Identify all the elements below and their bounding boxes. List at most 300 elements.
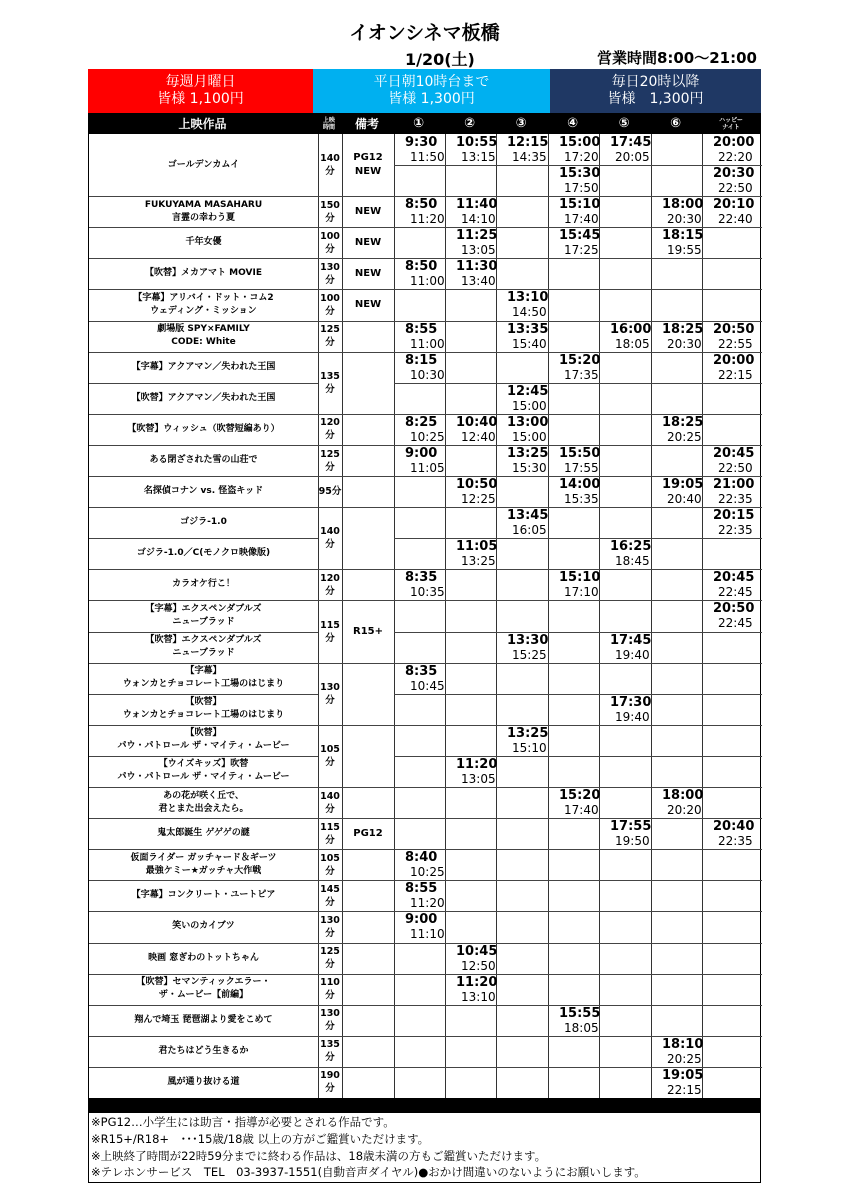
showtime-slot[interactable] xyxy=(702,507,762,538)
runtime-cell xyxy=(318,818,342,849)
showtime-start: 10:50 xyxy=(456,477,498,493)
note-line: NEW xyxy=(354,236,382,248)
showtime-slot[interactable] xyxy=(496,321,548,352)
showtime-start: 8:15 xyxy=(405,352,438,368)
showtime-start: 16:00 xyxy=(610,321,652,337)
movie-title xyxy=(89,632,318,663)
movie-title-line: 【吹替】 xyxy=(185,697,222,708)
note-text xyxy=(353,827,382,841)
showtime-slot[interactable] xyxy=(445,227,496,258)
showtime-end: 17:55 xyxy=(564,460,599,475)
showtime-slot[interactable] xyxy=(599,818,651,849)
showtime-end: 19:40 xyxy=(615,647,650,662)
note-line: PG12 xyxy=(353,152,383,164)
row-divider xyxy=(394,165,762,166)
movie-title-line: 【吹替】アクアマン／失われた王国 xyxy=(131,392,276,403)
showtime-slot[interactable] xyxy=(651,321,702,352)
showtime-slot[interactable] xyxy=(445,476,496,507)
showtime-end: 22:50 xyxy=(718,460,753,475)
showtime-start: 15:45 xyxy=(559,228,601,244)
showtime-slot[interactable] xyxy=(496,383,548,414)
runtime-cell xyxy=(318,227,342,258)
note-text xyxy=(353,625,383,639)
note-cell xyxy=(342,849,394,880)
showtime-slot[interactable] xyxy=(599,134,651,165)
runtime-line: 105 xyxy=(320,743,340,755)
showtime-start: 17:45 xyxy=(610,135,652,150)
showtime-slot[interactable] xyxy=(599,632,651,663)
movie-title-line: 【吹替】セマンティックエラー・ xyxy=(136,977,271,988)
showtime-start: 9:00 xyxy=(405,912,438,928)
showtime-start: 20:00 xyxy=(713,135,755,150)
showtime-start: 17:55 xyxy=(610,819,652,835)
movie-title-line: 千年女優 xyxy=(185,237,222,248)
showtime-end: 20:25 xyxy=(667,429,702,444)
showtime-start: 18:25 xyxy=(662,321,704,337)
movie-title-line: 劇場版 SPY×FAMILY xyxy=(157,324,250,335)
movie-title xyxy=(89,756,318,787)
runtime-text xyxy=(320,945,340,971)
runtime-text xyxy=(320,619,340,645)
showtime-end: 17:25 xyxy=(564,243,599,258)
showtime-slot[interactable] xyxy=(496,134,548,165)
movie-title-line: ゴールデンカムイ xyxy=(167,159,240,170)
note-text xyxy=(355,298,381,312)
note-cell xyxy=(342,134,394,196)
note-line: R15+ xyxy=(353,625,383,637)
business-hours: 営業時間8:00～21:00 xyxy=(596,49,757,67)
showtime-slot[interactable] xyxy=(651,1067,702,1098)
movie-title-line: 最強ケミー★ガッチャ大作戦 xyxy=(145,865,262,876)
showtime-start: 12:45 xyxy=(507,383,549,399)
runtime-line: 分 xyxy=(325,430,335,442)
showtime-slot[interactable] xyxy=(702,321,762,352)
showtime-end: 22:15 xyxy=(718,367,753,382)
showtime-slot[interactable] xyxy=(394,849,445,880)
showtime-end: 15:35 xyxy=(564,492,599,507)
runtime-line: 分 xyxy=(325,212,335,224)
note-telephone: ※テレホンサービス TEL 03-3937-1551(自動音声ダイヤル)●おかけ間違いのないようにお願いします。 xyxy=(91,1165,646,1180)
movie-title xyxy=(89,849,318,880)
movie-title xyxy=(89,880,318,911)
showtime-start: 20:10 xyxy=(713,197,755,213)
runtime-line: 115 xyxy=(320,619,340,631)
showtime-slot[interactable] xyxy=(394,134,445,165)
schedule-header-row xyxy=(88,113,761,134)
showtime-start: 11:30 xyxy=(456,259,498,275)
runtime-line: 135 xyxy=(320,370,340,382)
note-line: NEW xyxy=(354,267,382,279)
showtime-end: 17:50 xyxy=(564,181,599,196)
showtime-end: 13:05 xyxy=(461,771,496,786)
banner-line2: 皆様 1,300円 xyxy=(388,91,475,107)
movie-title-line: 【字幕】エクスペンダブルズ xyxy=(145,603,262,614)
showtime-slot[interactable] xyxy=(394,911,445,942)
note-cell xyxy=(342,414,394,445)
banner-line1: 毎週月曜日 xyxy=(165,74,236,90)
runtime-line: 分 xyxy=(325,243,335,255)
runtime-cell xyxy=(318,476,342,507)
movie-title xyxy=(89,1036,318,1067)
showtime-start: 15:00 xyxy=(559,135,601,150)
showtime-slot[interactable] xyxy=(445,414,496,445)
movie-title-line: 鬼太郎誕生 ゲゲゲの謎 xyxy=(157,828,250,839)
showtime-end: 20:25 xyxy=(667,1051,702,1066)
showtime-slot[interactable] xyxy=(394,880,445,911)
header-film: 上映作品 xyxy=(178,117,227,131)
showtime-slot[interactable] xyxy=(599,321,651,352)
runtime-line: 分 xyxy=(325,337,335,349)
showtime-slot[interactable] xyxy=(548,476,599,507)
movie-title-line: ウォンカとチョコレート工場のはじまり xyxy=(122,679,285,690)
showtime-end: 11:20 xyxy=(410,212,445,227)
showtime-slot[interactable] xyxy=(651,787,702,818)
showtime-slot[interactable] xyxy=(702,352,762,383)
runtime-cell xyxy=(318,725,342,787)
note-text xyxy=(353,151,382,179)
movie-title xyxy=(89,258,318,289)
banner-line2: 皆様 1,300円 xyxy=(607,91,704,107)
showtime-slot[interactable] xyxy=(702,569,762,600)
showtime-slot[interactable] xyxy=(702,445,762,476)
showtime-end: 22:50 xyxy=(718,181,753,196)
showtime-start: 15:20 xyxy=(559,788,601,804)
showtime-end: 20:30 xyxy=(667,336,702,351)
runtime-text xyxy=(320,681,340,707)
runtime-line: 分 xyxy=(325,834,335,846)
showtime-slot[interactable] xyxy=(548,569,599,600)
showtime-start: 13:25 xyxy=(507,725,549,741)
movie-title xyxy=(89,974,318,1005)
runtime-text xyxy=(320,323,340,349)
runtime-line: 140 xyxy=(320,153,340,165)
movie-title-line: 笑いのカイブツ xyxy=(172,921,235,932)
showtime-start: 18:25 xyxy=(662,414,704,430)
movie-title xyxy=(89,725,318,756)
showtime-slot[interactable] xyxy=(548,227,599,258)
header-duration-top: 上映 xyxy=(322,116,335,124)
note-text xyxy=(355,267,381,281)
header-duration-bottom: 時間 xyxy=(322,123,335,131)
movie-title-line: ウェディング・ミッション xyxy=(150,306,257,317)
movie-title-line: 映画 窓ぎわのトットちゃん xyxy=(148,952,259,963)
showtime-end: 22:55 xyxy=(718,336,753,351)
movie-title-line: 君とまた出会えたら。 xyxy=(158,803,249,814)
note-cell xyxy=(342,289,394,320)
runtime-cell xyxy=(318,134,342,196)
note-cell xyxy=(342,818,394,849)
note-cell xyxy=(342,1067,394,1098)
header-screen-6: ⑥ xyxy=(669,116,681,131)
note-r15: ※R15+/R18+ ･･･15歳/18歳 以上の方がご鑑賞いただけます。 xyxy=(91,1131,430,1146)
showtime-slot[interactable] xyxy=(702,165,762,196)
note-cell xyxy=(342,663,394,725)
showtime-slot[interactable] xyxy=(548,134,599,165)
runtime-text xyxy=(320,821,340,847)
runtime-text xyxy=(320,370,340,396)
showtime-end: 13:15 xyxy=(461,150,496,164)
showtime-start: 11:20 xyxy=(456,974,498,990)
price-banner-evening xyxy=(550,69,761,113)
movie-title-line: 翔んで埼玉 琵琶湖より愛をこめて xyxy=(134,1014,273,1025)
runtime-line: 190 xyxy=(320,1070,340,1082)
header-note: 備考 xyxy=(354,117,379,131)
runtime-cell xyxy=(318,352,342,414)
showtime-start: 8:55 xyxy=(405,321,438,337)
movie-title-line: 風が通り抜ける道 xyxy=(167,1076,240,1087)
showtime-slot[interactable] xyxy=(548,196,599,227)
runtime-cell xyxy=(318,321,342,352)
movie-title xyxy=(89,352,318,383)
note-cell xyxy=(342,258,394,289)
note-cell xyxy=(342,321,394,352)
runtime-line: 135 xyxy=(320,1039,340,1051)
runtime-line: 120 xyxy=(320,572,340,584)
runtime-line: 分 xyxy=(325,1021,335,1033)
showtime-slot[interactable] xyxy=(445,134,496,165)
movie-title-line: 【吹替】ウィッシュ（吹替短編あり） xyxy=(127,423,280,434)
showtime-start: 21:00 xyxy=(713,477,755,493)
note-cell xyxy=(342,787,394,818)
showtime-end: 12:25 xyxy=(461,492,496,507)
showtime-slot[interactable] xyxy=(496,414,548,445)
movie-title-line: 【字幕】アクアマン／失われた王国 xyxy=(131,361,276,372)
note-cell xyxy=(342,196,394,227)
showtime-end: 17:40 xyxy=(564,212,599,227)
movie-title-line: 【吹替】エクスペンダブルズ xyxy=(145,635,262,646)
showtime-slot[interactable] xyxy=(651,227,702,258)
showtime-start: 20:50 xyxy=(713,321,755,337)
showtime-slot[interactable] xyxy=(651,1036,702,1067)
movie-title xyxy=(89,911,318,942)
runtime-line: 分 xyxy=(325,803,335,815)
runtime-cell xyxy=(318,569,342,600)
movie-title-line: 【吹替】メカアマト MOVIE xyxy=(145,268,262,279)
runtime-line: 分 xyxy=(325,306,335,318)
showtime-slot[interactable] xyxy=(445,196,496,227)
note-line: NEW xyxy=(354,205,382,217)
movie-title-line: パウ・パトロール ザ・マイティ・ムービー xyxy=(117,741,290,752)
note-cell xyxy=(342,880,394,911)
showtime-slot[interactable] xyxy=(394,445,445,476)
movie-title-line: 名探偵コナン vs. 怪盗キッド xyxy=(143,486,264,497)
showtime-end: 14:50 xyxy=(512,305,547,320)
movie-title-line: FUKUYAMA MASAHARU xyxy=(144,199,263,210)
showtime-slot[interactable] xyxy=(394,352,445,383)
row-divider xyxy=(394,632,762,633)
movie-title-line: 【字幕】アリバイ・ドット・コム2 xyxy=(133,293,274,304)
showtime-end: 13:40 xyxy=(461,274,496,289)
showtime-slot[interactable] xyxy=(548,445,599,476)
showtime-end: 10:35 xyxy=(410,585,445,600)
showtime-slot[interactable] xyxy=(651,196,702,227)
showtime-slot[interactable] xyxy=(651,476,702,507)
runtime-line: 115 xyxy=(320,821,340,833)
showtime-slot[interactable] xyxy=(496,632,548,663)
showtime-slot[interactable] xyxy=(445,538,496,569)
runtime-line: 130 xyxy=(320,261,340,273)
showtime-slot[interactable] xyxy=(394,258,445,289)
showtime-start: 20:45 xyxy=(713,570,755,586)
showtime-slot[interactable] xyxy=(445,974,496,1005)
showtime-start: 15:30 xyxy=(559,166,601,182)
showtime-end: 22:45 xyxy=(718,616,753,631)
runtime-text xyxy=(320,292,340,318)
showtime-end: 22:45 xyxy=(718,585,753,600)
runtime-cell xyxy=(318,289,342,320)
showtime-slot[interactable] xyxy=(445,756,496,787)
movie-title-line: ある閉ざされた雪の山荘で xyxy=(149,455,258,465)
page-title: イオンシネマ板橋 xyxy=(349,22,500,44)
showtime-slot[interactable] xyxy=(548,787,599,818)
runtime-line: 分 xyxy=(325,539,335,551)
showtime-start: 20:15 xyxy=(713,508,755,524)
showtime-start: 8:35 xyxy=(405,663,438,679)
runtime-text xyxy=(320,852,340,878)
showtime-slot[interactable] xyxy=(702,196,762,227)
showtime-start: 8:40 xyxy=(405,850,438,866)
showtime-slot[interactable] xyxy=(702,600,762,631)
showtime-slot[interactable] xyxy=(599,538,651,569)
header-happy-bottom: ナイト xyxy=(722,123,740,131)
showtime-end: 15:30 xyxy=(512,460,547,475)
showtime-slot[interactable] xyxy=(496,289,548,320)
runtime-text xyxy=(320,1038,340,1064)
showtime-start: 11:05 xyxy=(456,539,498,555)
runtime-cell xyxy=(318,849,342,880)
showtime-start: 9:30 xyxy=(405,135,438,150)
header-screen-3: ③ xyxy=(515,116,527,131)
banner-line2: 皆様 1,100円 xyxy=(157,91,244,107)
showtime-start: 20:50 xyxy=(713,601,755,617)
header-screen-2: ② xyxy=(463,116,475,131)
showtime-start: 18:00 xyxy=(662,197,704,213)
banner-line1: 平日朝10時台まで xyxy=(373,74,490,90)
showtime-slot[interactable] xyxy=(548,165,599,196)
showtime-end: 15:40 xyxy=(512,336,547,351)
runtime-cell xyxy=(318,911,342,942)
runtime-cell xyxy=(318,196,342,227)
showtime-end: 16:05 xyxy=(512,523,547,538)
showtime-slot[interactable] xyxy=(496,507,548,538)
showtime-end: 11:05 xyxy=(410,460,445,475)
showtime-end: 17:40 xyxy=(564,803,599,818)
showtime-end: 17:20 xyxy=(564,150,599,164)
movie-title xyxy=(89,1067,318,1098)
showtime-start: 8:50 xyxy=(405,259,438,275)
showtime-slot[interactable] xyxy=(394,414,445,445)
runtime-cell xyxy=(318,414,342,445)
runtime-text xyxy=(320,416,340,442)
showtime-start: 20:00 xyxy=(713,352,755,368)
runtime-line: 140 xyxy=(320,526,340,538)
runtime-line: 150 xyxy=(320,199,340,211)
showtime-start: 18:00 xyxy=(662,788,704,804)
note-cell xyxy=(342,507,394,569)
showtime-slot[interactable] xyxy=(702,476,762,507)
movie-title xyxy=(89,787,318,818)
showtime-start: 8:35 xyxy=(405,570,438,586)
showtime-slot[interactable] xyxy=(445,943,496,974)
showtime-slot[interactable] xyxy=(702,818,762,849)
note-cell xyxy=(342,943,394,974)
showtime-end: 12:40 xyxy=(461,429,496,444)
movie-title-line: 【ウイズキッズ】吹替 xyxy=(158,759,249,770)
runtime-line: 分 xyxy=(325,274,335,286)
showtime-slot[interactable] xyxy=(394,321,445,352)
runtime-line: 125 xyxy=(320,448,340,460)
runtime-line: 分 xyxy=(325,585,335,597)
showtime-end: 11:00 xyxy=(410,274,445,289)
showtime-slot[interactable] xyxy=(548,1005,599,1036)
showtime-start: 15:50 xyxy=(559,445,601,461)
movie-title xyxy=(89,227,318,258)
column-divider xyxy=(548,134,549,1098)
showtime-slot[interactable] xyxy=(651,414,702,445)
showtime-start: 9:00 xyxy=(405,445,438,461)
showtime-start: 15:10 xyxy=(559,570,601,586)
showtime-slot[interactable] xyxy=(496,445,548,476)
runtime-text xyxy=(320,199,340,225)
showtime-slot[interactable] xyxy=(394,663,445,694)
row-divider xyxy=(394,694,762,695)
runtime-cell xyxy=(318,1005,342,1036)
runtime-cell xyxy=(318,787,342,818)
movie-title xyxy=(89,476,318,507)
runtime-text xyxy=(320,230,340,256)
runtime-line: 分 xyxy=(325,632,335,644)
showtime-slot[interactable] xyxy=(496,725,548,756)
showtime-slot[interactable] xyxy=(394,196,445,227)
header-duration xyxy=(317,113,341,134)
showtime-slot[interactable] xyxy=(548,352,599,383)
showtime-start: 11:40 xyxy=(456,197,498,213)
showtime-end: 17:35 xyxy=(564,367,599,382)
showtime-start: 12:15 xyxy=(507,135,549,150)
runtime-cell xyxy=(318,1067,342,1098)
note-cell xyxy=(342,445,394,476)
showtime-end: 10:30 xyxy=(410,367,445,382)
runtime-text xyxy=(320,790,340,816)
showtime-slot[interactable] xyxy=(599,694,651,725)
showtime-start: 8:50 xyxy=(405,197,438,213)
runtime-text xyxy=(320,1007,340,1033)
header-happy-night xyxy=(701,113,761,134)
runtime-line: 分 xyxy=(325,990,335,1002)
runtime-line: 分 xyxy=(325,896,335,908)
column-divider xyxy=(651,134,652,1098)
note-cell xyxy=(342,725,394,787)
header-screen-1: ① xyxy=(412,116,424,131)
movie-title xyxy=(89,289,318,320)
runtime-cell xyxy=(318,880,342,911)
note-cell xyxy=(342,227,394,258)
runtime-text xyxy=(320,261,340,287)
showtime-end: 13:10 xyxy=(461,989,496,1004)
showtime-slot[interactable] xyxy=(702,134,762,165)
price-banner-monday xyxy=(88,69,313,113)
runtime-line: 分 xyxy=(325,927,335,939)
runtime-text xyxy=(320,1069,340,1095)
showtime-slot[interactable] xyxy=(394,569,445,600)
showtime-start: 17:30 xyxy=(610,694,652,710)
showtime-end: 10:45 xyxy=(410,678,445,693)
note-line: NEW xyxy=(354,166,382,178)
showtime-slot[interactable] xyxy=(445,258,496,289)
movie-title xyxy=(89,569,318,600)
runtime-cell xyxy=(318,445,342,476)
row-divider xyxy=(394,383,762,384)
